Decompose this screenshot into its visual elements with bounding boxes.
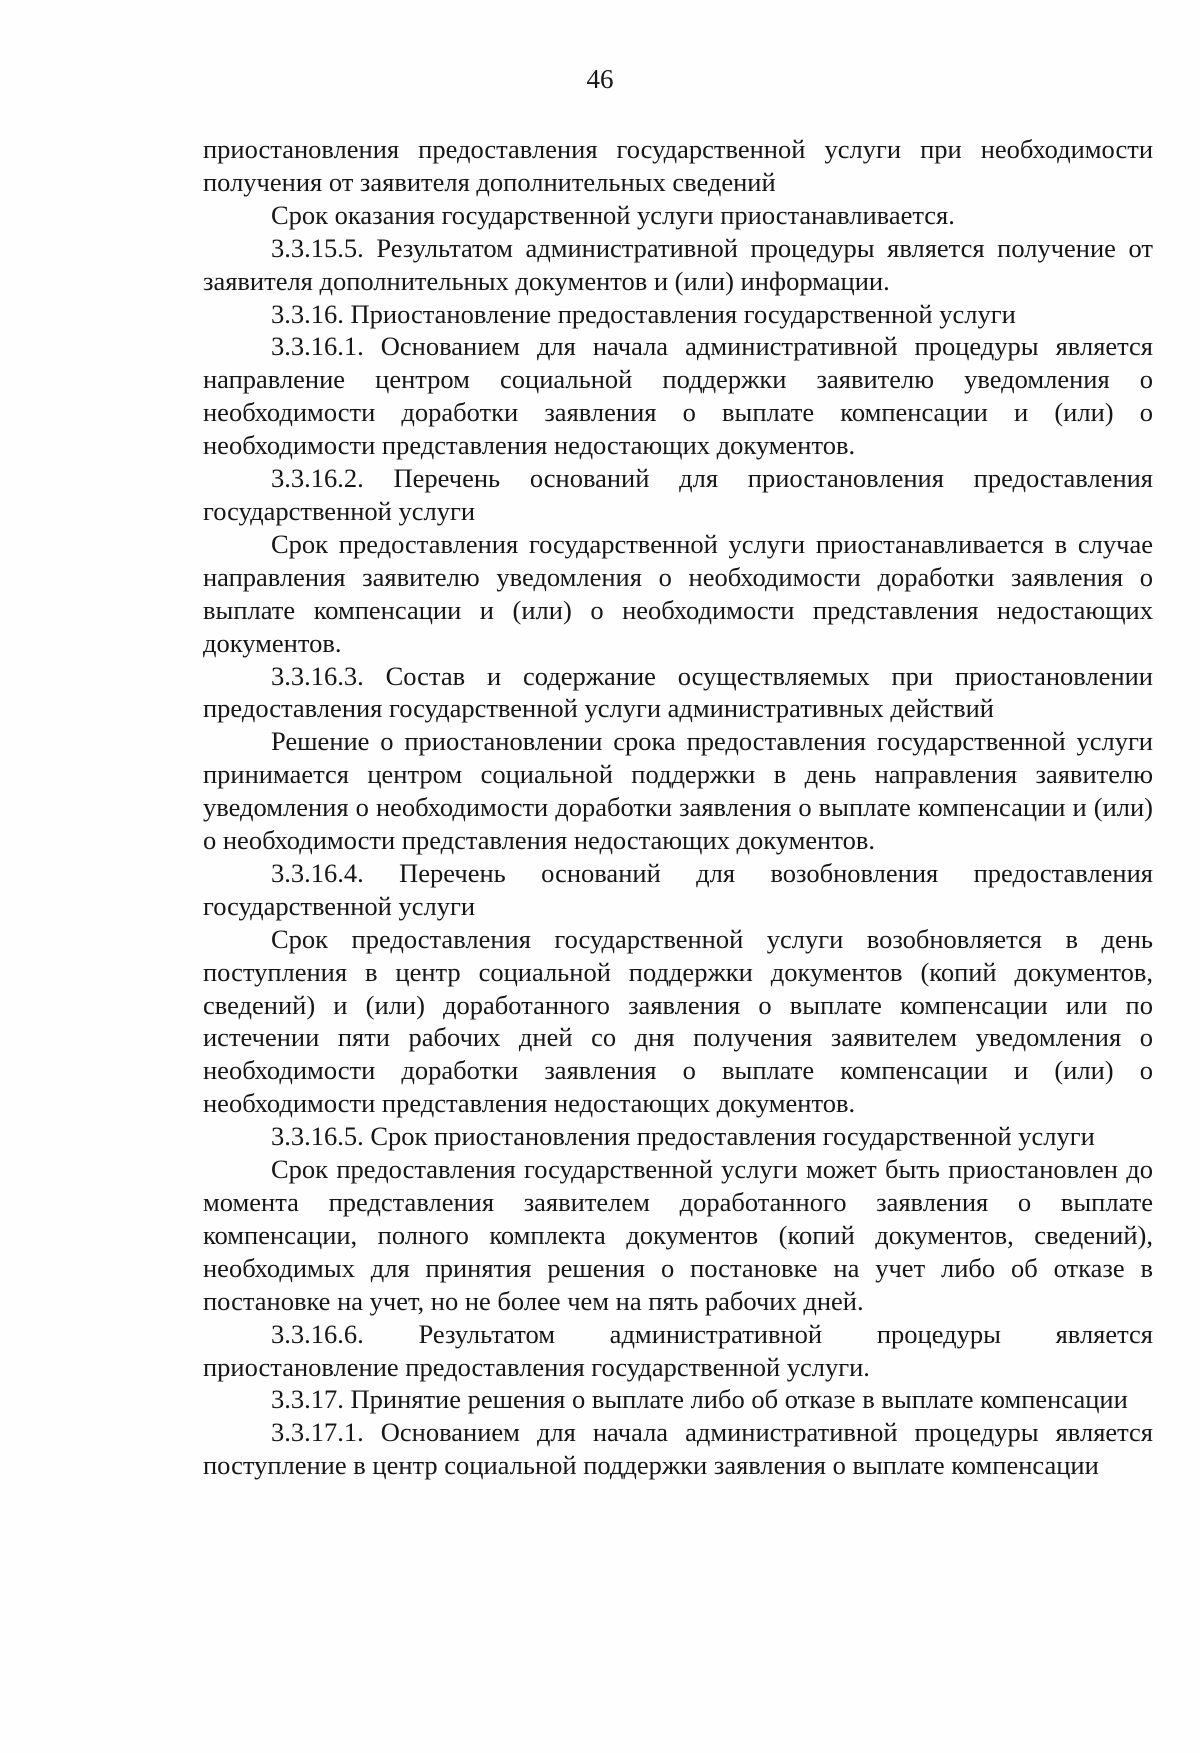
paragraph-continuation: приостановления предоставления государственной услуги при необходимости получения от заявителя дополнительных сведений: [203, 134, 1153, 197]
heading-3-3-16-5: 3.3.16.5. Срок приостановления предоставления государственной услуги: [271, 1121, 1095, 1152]
paragraph-3-3-16-6: 3.3.16.6. Результатом административной процедуры является приостановление предоставления государственной услуги.: [203, 1318, 1153, 1382]
heading-3-3-17: 3.3.17. Принятие решения о выплате либо об отказе в выплате компенсации: [271, 1384, 1128, 1415]
heading-3-3-16: 3.3.16. Приостановление предоставления государственной услуги: [271, 298, 1016, 329]
heading-3-3-16-3: 3.3.16.3. Состав и содержание осуществляемых при приостановлении предоставления государственной услуги административных действий: [203, 660, 1153, 724]
heading-3-3-16-4: 3.3.16.4. Перечень оснований для возобновления предоставления государственной услуги: [203, 857, 1153, 921]
paragraph-3-3-17-1: 3.3.17.1. Основанием для начала административной процедуры является поступление в центр социальной поддержки заявления о выплате компенсации: [203, 1417, 1153, 1481]
paragraph-3-3-15-5: 3.3.15.5. Результатом административной процедуры является получение от заявителя дополнительных документов и (или) информации.: [203, 232, 1153, 296]
page-number: 46: [586, 64, 614, 94]
paragraph-3-3-16-1: 3.3.16.1. Основанием для начала административной процедуры является направление центром социальной поддержки заявителю уведомления о необходимости доработки заявления о выплате компенсации и (или) о необходимости представления недостающих документов.: [203, 331, 1153, 461]
paragraph: Решение о приостановлении срока предоставления государственной услуги принимается центром социальной поддержки в день направления заявителю уведомления о необходимости доработки заявления о выплате компенсации и (или) о необходимости представления недостающих документов.: [203, 726, 1153, 856]
paragraph: Срок предоставления государственной услуги приостанавливается в случае направления заявителю уведомления о необходимости доработки заявления о выплате компенсации и (или) о необходимости представления недостающих документов.: [203, 528, 1153, 658]
paragraph: Срок предоставления государственной услуги может быть приостановлен до момента представления заявителем доработанного заявления о выплате компенсации, полного комплекта документов (копий документов, сведений), необходимых для принятия решения о постановке на учет либо об отказе в постановке на учет, но не более чем на пять рабочих дней.: [203, 1154, 1153, 1316]
heading-3-3-16-2: 3.3.16.2. Перечень оснований для приостановления предоставления государственной услуги: [203, 463, 1153, 526]
paragraph: Срок предоставления государственной услуги возобновляется в день поступления в центр социальной поддержки документов (копий документов, сведений) и (или) доработанного заявления о выплате компенсации или по истечении пяти рабочих дней со дня получения заявителем уведомления о необходимости доработки заявления о выплате компенсации и (или) о необходимости представления недостающих документов.: [203, 923, 1153, 1119]
paragraph: Срок оказания государственной услуги приостанавливается.: [271, 199, 955, 230]
document-body: [203, 133, 1153, 1482]
